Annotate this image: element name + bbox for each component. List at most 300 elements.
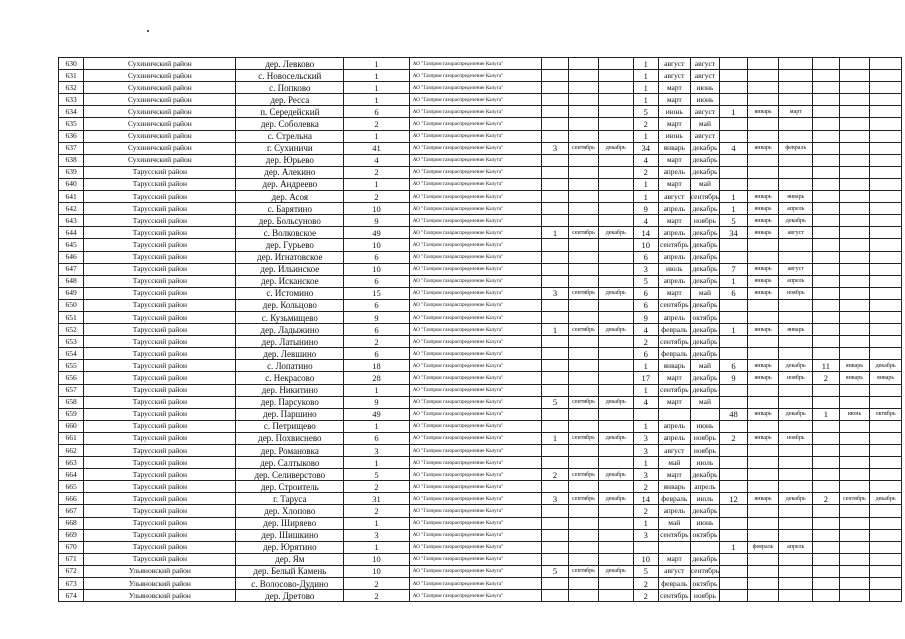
total-count-cell: 6 — [344, 275, 409, 287]
period-3-count-cell — [720, 348, 747, 360]
organization-cell: АО "Газпром газораспределение Калуга" — [409, 517, 541, 529]
period-1-start-month-cell — [569, 529, 599, 541]
table-row — [59, 94, 902, 106]
organization-cell: АО "Газпром газораспределение Калуга" — [409, 215, 541, 227]
period-2-count-cell: 14 — [633, 227, 658, 239]
period-1-start-month-cell: сентябрь — [569, 493, 599, 505]
row-number: 671 — [59, 553, 84, 565]
period-2-start-month-cell: апрель — [658, 311, 690, 323]
period-3-end-month-cell: декабрь — [779, 360, 813, 372]
period-4-end-month-cell — [870, 505, 902, 517]
period-1-start-month-cell — [569, 263, 599, 275]
period-2-end-month-cell: сентябрь — [690, 191, 720, 203]
period-4-end-month-cell — [870, 299, 902, 311]
period-1-count-cell — [541, 130, 568, 142]
total-count-cell: 49 — [344, 227, 409, 239]
total-count-cell: 1 — [344, 384, 409, 396]
organization-cell: АО "Газпром газораспределение Калуга" — [409, 82, 541, 94]
period-3-end-month-cell: январь — [779, 191, 813, 203]
organization-cell: АО "Газпром газораспределение Калуга" — [409, 130, 541, 142]
period-3-start-month-cell: январь — [747, 493, 779, 505]
period-2-start-month-cell: июнь — [658, 106, 690, 118]
locality-cell: дер. Игнатовское — [236, 251, 344, 263]
period-4-end-month-cell — [870, 469, 902, 481]
period-2-start-month-cell: январь — [658, 142, 690, 154]
period-3-start-month-cell — [747, 505, 779, 517]
period-4-start-month-cell — [839, 529, 870, 541]
total-count-cell: 1 — [344, 94, 409, 106]
total-count-cell: 10 — [344, 565, 409, 577]
period-2-count-cell: 4 — [633, 215, 658, 227]
table-row — [59, 215, 902, 227]
period-4-start-month-cell — [839, 106, 870, 118]
period-4-end-month-cell — [870, 445, 902, 457]
period-1-end-month-cell — [598, 457, 633, 469]
table-row — [59, 348, 902, 360]
period-1-start-month-cell — [569, 275, 599, 287]
period-3-end-month-cell — [779, 469, 813, 481]
total-count-cell: 10 — [344, 553, 409, 565]
period-1-count-cell — [541, 58, 568, 70]
period-2-count-cell: 5 — [633, 106, 658, 118]
period-3-end-month-cell: январь — [779, 324, 813, 336]
table-row — [59, 324, 902, 336]
period-1-count-cell — [541, 154, 568, 166]
period-1-end-month-cell — [598, 239, 633, 251]
locality-cell: дер. Ям — [236, 553, 344, 565]
organization-cell: АО "Газпром газораспределение Калуга" — [409, 94, 541, 106]
period-4-start-month-cell — [839, 445, 870, 457]
period-1-count-cell — [541, 360, 568, 372]
period-4-start-month-cell — [839, 481, 870, 493]
locality-cell: дер. Паршино — [236, 408, 344, 420]
period-1-count-cell: 1 — [541, 227, 568, 239]
period-3-start-month-cell — [747, 420, 779, 432]
row-number: 637 — [59, 142, 84, 154]
period-3-count-cell — [720, 445, 747, 457]
district-cell: Тарусский район — [84, 263, 236, 275]
period-3-end-month-cell — [779, 94, 813, 106]
period-4-start-month-cell — [839, 590, 870, 602]
period-3-end-month-cell — [779, 178, 813, 190]
period-2-count-cell: 14 — [633, 493, 658, 505]
period-1-end-month-cell — [598, 529, 633, 541]
period-4-start-month-cell — [839, 541, 870, 553]
period-4-start-month-cell — [839, 166, 870, 178]
organization-cell: АО "Газпром газораспределение Калуга" — [409, 348, 541, 360]
district-cell: Тарусский район — [84, 384, 236, 396]
period-4-count-cell — [813, 58, 839, 70]
period-4-end-month-cell: октябрь — [870, 408, 902, 420]
district-cell: Тарусский район — [84, 541, 236, 553]
period-3-count-cell — [720, 166, 747, 178]
period-1-count-cell — [541, 372, 568, 384]
period-3-end-month-cell: ноябрь — [779, 287, 813, 299]
period-3-count-cell: 1 — [720, 106, 747, 118]
period-1-count-cell: 1 — [541, 432, 568, 444]
period-2-start-month-cell: январь — [658, 481, 690, 493]
organization-cell: АО "Газпром газораспределение Калуга" — [409, 372, 541, 384]
period-3-end-month-cell: апрель — [779, 203, 813, 215]
table-row — [59, 106, 902, 118]
period-2-count-cell: 10 — [633, 239, 658, 251]
period-4-start-month-cell — [839, 178, 870, 190]
period-1-end-month-cell — [598, 311, 633, 323]
locality-cell: дер. Латынино — [236, 336, 344, 348]
period-3-count-cell — [720, 58, 747, 70]
period-2-count-cell: 1 — [633, 178, 658, 190]
district-cell: Тарусский район — [84, 299, 236, 311]
locality-cell: с. Волосово-Дудино — [236, 578, 344, 590]
period-2-count-cell: 2 — [633, 578, 658, 590]
period-1-end-month-cell — [598, 541, 633, 553]
period-2-end-month-cell: декабрь — [690, 324, 720, 336]
period-2-end-month-cell: декабрь — [690, 384, 720, 396]
period-1-count-cell — [541, 106, 568, 118]
period-3-count-cell — [720, 130, 747, 142]
district-cell: Тарусский район — [84, 457, 236, 469]
organization-cell: АО "Газпром газораспределение Калуга" — [409, 445, 541, 457]
total-count-cell: 15 — [344, 287, 409, 299]
period-4-end-month-cell — [870, 191, 902, 203]
period-2-count-cell: 2 — [633, 166, 658, 178]
total-count-cell: 2 — [344, 166, 409, 178]
period-3-end-month-cell — [779, 70, 813, 82]
period-4-count-cell — [813, 106, 839, 118]
table-row — [59, 130, 902, 142]
period-2-end-month-cell: июнь — [690, 94, 720, 106]
period-2-count-cell: 1 — [633, 457, 658, 469]
total-count-cell: 49 — [344, 408, 409, 420]
period-3-start-month-cell — [747, 553, 779, 565]
period-3-end-month-cell: декабрь — [779, 408, 813, 420]
period-1-count-cell — [541, 311, 568, 323]
period-4-start-month-cell — [839, 505, 870, 517]
period-2-start-month-cell: март — [658, 118, 690, 130]
period-1-start-month-cell: сентябрь — [569, 287, 599, 299]
period-2-end-month-cell: май — [690, 178, 720, 190]
organization-cell: АО "Газпром газораспределение Калуга" — [409, 142, 541, 154]
period-1-count-cell — [541, 215, 568, 227]
period-4-end-month-cell — [870, 142, 902, 154]
organization-cell: АО "Газпром газораспределение Калуга" — [409, 311, 541, 323]
period-3-end-month-cell: апрель — [779, 275, 813, 287]
period-1-start-month-cell: сентябрь — [569, 227, 599, 239]
period-3-start-month-cell: январь — [747, 227, 779, 239]
locality-cell: с. Новосельский — [236, 70, 344, 82]
period-4-start-month-cell — [839, 82, 870, 94]
period-4-count-cell — [813, 469, 839, 481]
period-1-end-month-cell: декабрь — [598, 469, 633, 481]
period-1-end-month-cell: декабрь — [598, 227, 633, 239]
total-count-cell: 1 — [344, 82, 409, 94]
organization-cell: АО "Газпром газораспределение Калуга" — [409, 590, 541, 602]
period-3-start-month-cell — [747, 58, 779, 70]
period-1-start-month-cell — [569, 239, 599, 251]
period-4-count-cell — [813, 142, 839, 154]
locality-cell: дер. Ильинское — [236, 263, 344, 275]
period-2-start-month-cell: сентябрь — [658, 384, 690, 396]
total-count-cell: 2 — [344, 590, 409, 602]
period-3-count-cell — [720, 82, 747, 94]
period-4-count-cell — [813, 275, 839, 287]
period-3-count-cell — [720, 590, 747, 602]
row-number: 674 — [59, 590, 84, 602]
period-1-count-cell — [541, 481, 568, 493]
period-2-start-month-cell: сентябрь — [658, 336, 690, 348]
period-3-count-cell — [720, 384, 747, 396]
row-number: 630 — [59, 58, 84, 70]
organization-cell: АО "Газпром газораспределение Калуга" — [409, 469, 541, 481]
period-2-count-cell: 1 — [633, 70, 658, 82]
district-cell: Тарусский район — [84, 481, 236, 493]
district-cell: Сухиничский район — [84, 106, 236, 118]
period-3-end-month-cell — [779, 311, 813, 323]
district-cell: Тарусский район — [84, 227, 236, 239]
period-3-count-cell: 1 — [720, 275, 747, 287]
period-4-end-month-cell — [870, 94, 902, 106]
locality-cell: с. Истомино — [236, 287, 344, 299]
period-2-start-month-cell: сентябрь — [658, 590, 690, 602]
organization-cell: АО "Газпром газораспределение Калуга" — [409, 360, 541, 372]
period-4-end-month-cell — [870, 384, 902, 396]
district-cell: Тарусский район — [84, 396, 236, 408]
period-4-count-cell — [813, 384, 839, 396]
period-4-count-cell — [813, 311, 839, 323]
table-row — [59, 82, 902, 94]
organization-cell: АО "Газпром газораспределение Калуга" — [409, 287, 541, 299]
period-1-end-month-cell — [598, 58, 633, 70]
period-2-end-month-cell: июль — [690, 493, 720, 505]
period-1-start-month-cell: сентябрь — [569, 432, 599, 444]
period-3-start-month-cell: январь — [747, 372, 779, 384]
period-2-start-month-cell: март — [658, 396, 690, 408]
period-4-start-month-cell — [839, 578, 870, 590]
period-3-count-cell: 9 — [720, 372, 747, 384]
period-4-end-month-cell — [870, 396, 902, 408]
row-number: 640 — [59, 178, 84, 190]
district-cell: Тарусский район — [84, 360, 236, 372]
period-1-count-cell — [541, 445, 568, 457]
period-4-count-cell — [813, 565, 839, 577]
period-4-end-month-cell — [870, 82, 902, 94]
period-3-start-month-cell: январь — [747, 191, 779, 203]
period-3-count-cell: 6 — [720, 287, 747, 299]
period-1-end-month-cell: декабрь — [598, 324, 633, 336]
period-3-end-month-cell — [779, 154, 813, 166]
period-3-start-month-cell: январь — [747, 324, 779, 336]
period-1-start-month-cell — [569, 166, 599, 178]
period-2-end-month-cell: ноябрь — [690, 432, 720, 444]
period-1-count-cell: 2 — [541, 469, 568, 481]
period-3-start-month-cell — [747, 457, 779, 469]
period-3-count-cell: 1 — [720, 324, 747, 336]
period-3-end-month-cell — [779, 348, 813, 360]
period-3-count-cell — [720, 529, 747, 541]
period-2-start-month-cell — [658, 408, 690, 420]
total-count-cell: 1 — [344, 130, 409, 142]
period-4-count-cell — [813, 203, 839, 215]
locality-cell: с. Волковское — [236, 227, 344, 239]
locality-cell: дер. Ладыжино — [236, 324, 344, 336]
locality-cell: с. Некрасово — [236, 372, 344, 384]
row-number: 647 — [59, 263, 84, 275]
period-3-count-cell: 6 — [720, 360, 747, 372]
scan-speck — [147, 30, 149, 32]
period-3-start-month-cell: январь — [747, 287, 779, 299]
organization-cell: АО "Газпром газораспределение Калуга" — [409, 578, 541, 590]
organization-cell: АО "Газпром газораспределение Калуга" — [409, 565, 541, 577]
district-cell: Сухиничский район — [84, 70, 236, 82]
period-4-count-cell — [813, 529, 839, 541]
period-3-count-cell: 4 — [720, 142, 747, 154]
period-2-count-cell: 9 — [633, 311, 658, 323]
period-4-count-cell — [813, 348, 839, 360]
period-4-end-month-cell — [870, 348, 902, 360]
period-2-start-month-cell: июнь — [658, 130, 690, 142]
period-3-end-month-cell — [779, 396, 813, 408]
period-3-count-cell — [720, 553, 747, 565]
period-2-count-cell: 6 — [633, 299, 658, 311]
table-row — [59, 590, 902, 602]
district-cell: Ульяновский район — [84, 578, 236, 590]
table-row — [59, 299, 902, 311]
period-1-end-month-cell — [598, 578, 633, 590]
period-2-count-cell: 1 — [633, 191, 658, 203]
row-number: 652 — [59, 324, 84, 336]
period-3-end-month-cell — [779, 299, 813, 311]
period-2-end-month-cell: ноябрь — [690, 215, 720, 227]
table-row — [59, 565, 902, 577]
total-count-cell: 2 — [344, 578, 409, 590]
total-count-cell: 2 — [344, 505, 409, 517]
organization-cell: АО "Газпром газораспределение Калуга" — [409, 505, 541, 517]
period-2-count-cell: 17 — [633, 372, 658, 384]
locality-cell: с. Петрищево — [236, 420, 344, 432]
period-4-count-cell — [813, 336, 839, 348]
row-number: 673 — [59, 578, 84, 590]
period-4-count-cell — [813, 445, 839, 457]
period-2-start-month-cell: май — [658, 457, 690, 469]
period-4-end-month-cell — [870, 324, 902, 336]
period-3-start-month-cell — [747, 469, 779, 481]
period-3-end-month-cell — [779, 384, 813, 396]
total-count-cell: 6 — [344, 299, 409, 311]
period-4-start-month-cell — [839, 142, 870, 154]
period-4-start-month-cell — [839, 457, 870, 469]
period-2-count-cell: 3 — [633, 469, 658, 481]
period-4-end-month-cell — [870, 166, 902, 178]
period-2-end-month-cell: август — [690, 130, 720, 142]
district-cell: Тарусский район — [84, 287, 236, 299]
period-1-end-month-cell — [598, 336, 633, 348]
period-1-start-month-cell — [569, 311, 599, 323]
period-4-end-month-cell — [870, 565, 902, 577]
locality-cell: дер. Никитино — [236, 384, 344, 396]
period-4-count-cell — [813, 481, 839, 493]
total-count-cell: 2 — [344, 191, 409, 203]
table-row — [59, 396, 902, 408]
period-4-end-month-cell — [870, 106, 902, 118]
period-2-count-cell: 5 — [633, 565, 658, 577]
district-cell: Тарусский район — [84, 517, 236, 529]
locality-cell: дер. Хлопово — [236, 505, 344, 517]
period-1-count-cell — [541, 590, 568, 602]
period-4-count-cell — [813, 590, 839, 602]
period-1-count-cell: 3 — [541, 493, 568, 505]
period-3-count-cell: 1 — [720, 203, 747, 215]
total-count-cell: 1 — [344, 541, 409, 553]
period-1-end-month-cell — [598, 505, 633, 517]
period-1-start-month-cell — [569, 505, 599, 517]
period-2-count-cell: 10 — [633, 553, 658, 565]
period-3-start-month-cell — [747, 348, 779, 360]
period-4-count-cell — [813, 299, 839, 311]
period-1-end-month-cell: декабрь — [598, 432, 633, 444]
period-1-count-cell — [541, 263, 568, 275]
period-2-count-cell: 1 — [633, 384, 658, 396]
district-cell: Тарусский район — [84, 432, 236, 444]
locality-cell: дер. Юрьево — [236, 154, 344, 166]
period-4-start-month-cell — [839, 336, 870, 348]
period-3-start-month-cell — [747, 130, 779, 142]
district-cell: Тарусский район — [84, 251, 236, 263]
period-4-end-month-cell — [870, 215, 902, 227]
period-3-count-cell — [720, 578, 747, 590]
period-2-start-month-cell: февраль — [658, 348, 690, 360]
district-cell: Сухиничский район — [84, 130, 236, 142]
period-1-count-cell: 3 — [541, 287, 568, 299]
locality-cell: дер. Белый Камень — [236, 565, 344, 577]
row-number: 642 — [59, 203, 84, 215]
period-4-count-cell — [813, 287, 839, 299]
table-row — [59, 493, 902, 505]
period-1-count-cell — [541, 82, 568, 94]
district-cell: Тарусский район — [84, 203, 236, 215]
period-2-start-month-cell: март — [658, 372, 690, 384]
period-2-count-cell: 3 — [633, 432, 658, 444]
total-count-cell: 10 — [344, 239, 409, 251]
period-4-start-month-cell — [839, 517, 870, 529]
period-1-end-month-cell — [598, 275, 633, 287]
row-number: 666 — [59, 493, 84, 505]
row-number: 656 — [59, 372, 84, 384]
period-3-count-cell: 7 — [720, 263, 747, 275]
table-row — [59, 178, 902, 190]
organization-cell: АО "Газпром газораспределение Калуга" — [409, 166, 541, 178]
total-count-cell: 2 — [344, 481, 409, 493]
row-number: 636 — [59, 130, 84, 142]
organization-cell: АО "Газпром газораспределение Калуга" — [409, 324, 541, 336]
period-1-end-month-cell — [598, 348, 633, 360]
period-4-count-cell — [813, 130, 839, 142]
period-4-end-month-cell — [870, 287, 902, 299]
period-2-count-cell: 3 — [633, 529, 658, 541]
period-3-count-cell — [720, 565, 747, 577]
period-4-end-month-cell — [870, 553, 902, 565]
period-2-start-month-cell: март — [658, 469, 690, 481]
period-2-end-month-cell: май — [690, 396, 720, 408]
locality-cell: дер. Кольцово — [236, 299, 344, 311]
period-3-start-month-cell: январь — [747, 263, 779, 275]
organization-cell: АО "Газпром газораспределение Калуга" — [409, 106, 541, 118]
period-2-end-month-cell: ноябрь — [690, 445, 720, 457]
table-row — [59, 70, 902, 82]
period-1-end-month-cell: декабрь — [598, 493, 633, 505]
period-2-end-month-cell: ноябрь — [690, 590, 720, 602]
period-1-count-cell — [541, 384, 568, 396]
table-row — [59, 203, 902, 215]
